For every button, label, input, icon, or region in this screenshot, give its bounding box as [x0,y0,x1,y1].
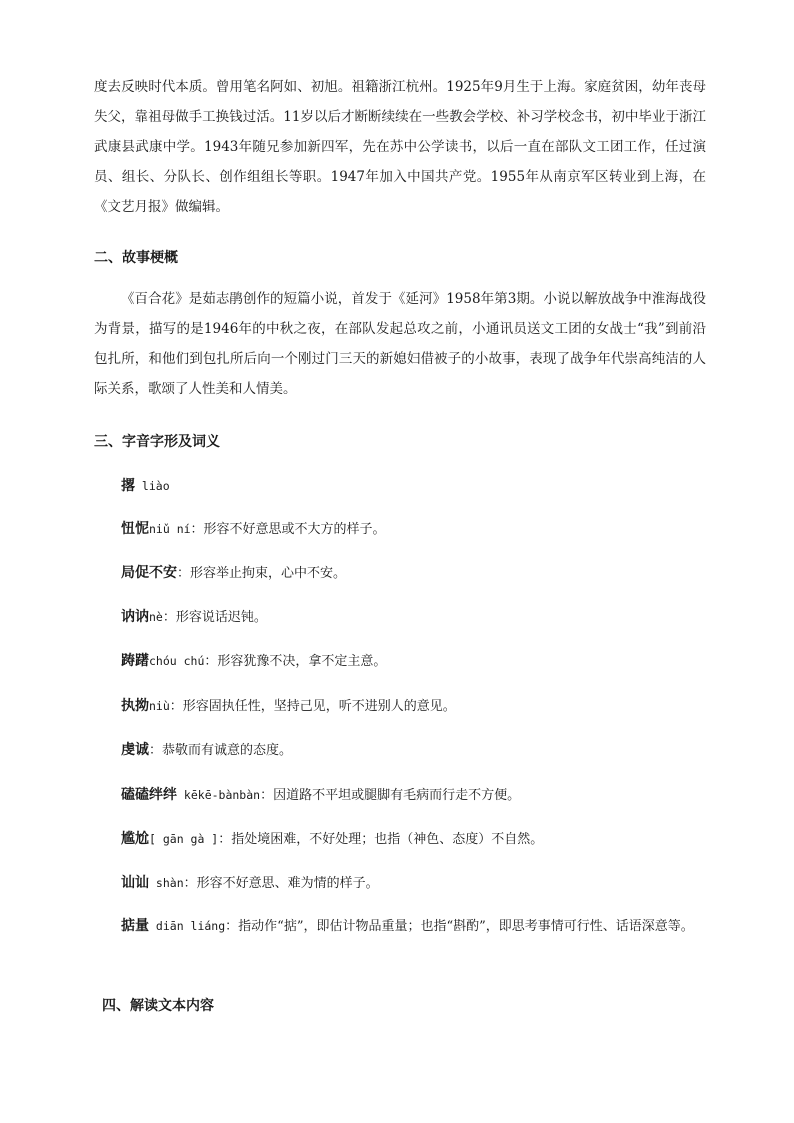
vocab-item-chouchu [121,651,706,672]
vocab-pinyin: kēkē-bànbàn [177,788,261,802]
vocab-word: 执拗 [121,698,149,714]
vocab-item-dianliang [94,910,706,943]
vocab-word: 局促不安 [121,565,177,581]
vocab-definition: ：形容犹豫不决，拿不定主意。 [204,654,387,669]
vocab-item-shanshan [121,873,706,894]
vocab-item-liao [121,476,706,497]
section-heading-text-analysis: 四、解读文本内容 [102,998,214,1014]
vocab-definition: ：形容举止拘束，心中不安。 [177,566,347,581]
vocab-word: 踌躇 [121,653,149,669]
vocab-definition: ：形容固执任性，坚持己见，听不进别人的意见。 [169,699,456,714]
vocab-item-jucu [121,563,706,584]
vocab-pinyin: chóu chú [149,654,205,668]
vocab-item-nene [121,607,706,628]
vocab-word: 撂 [121,478,135,494]
vocab-word: 尴尬 [121,831,149,847]
vocab-word: 虔诚 [121,742,149,758]
vocab-pinyin: niǔ ní [149,522,191,536]
vocab-word: 磕磕绊绊 [121,787,177,803]
vocab-pinyin: nè [149,610,163,624]
vocab-definition: ：形容不好意思或不大方的样子。 [190,522,386,537]
vocab-definition: ：形容不好意思、难为情的样子。 [183,876,379,891]
vocab-definition: ：指处境困难，不好处理；也指（神色、态度）不自然。 [218,832,544,847]
vocab-pinyin: liào [135,479,170,493]
story-summary-paragraph: 《百合花》是茹志鹃创作的短篇小说，首发于《延河》1958年第3期。小说以解放战争中淮海战役为背景，描写的是1946年的中秋之夜，在部队发起总攻之前，小通讯员送文工团的女战士“我”到前沿包扎所，和他们到包扎所后向一个刚过门三天的新媳妇借被子的小故事，表现了战争年代崇高纯洁的人际关系，歌颂了人性美和人情美。 [94,291,706,397]
vocab-definition: ：恭敬而有诚意的态度。 [149,743,293,758]
vocab-word: 讪讪 [121,875,149,891]
vocab-item-qiancheng [121,740,706,761]
vocab-word: 掂量 [121,918,149,934]
vocab-item-ganga [121,829,706,850]
vocab-definition: ：指动作“掂”，即估计物品重量；也指“斟酌”，即思考事情可行性、话语深意等。 [225,919,694,934]
section-heading-vocabulary: 三、字音字形及词义 [94,434,220,450]
vocab-pinyin: shàn [149,876,184,890]
vocab-item-zhiniu [121,696,706,717]
vocab-definition: ：形容说话迟钝。 [162,610,267,625]
vocab-pinyin: diān liáng [149,919,226,933]
intro-paragraph: 度去反映时代本质。曾用笔名阿如、初旭。祖籍浙江杭州。1925年9月生于上海。家庭贫困，幼年丧母失父，靠祖母做手工换钱过活。11岁以后才断断续续在一些教会学校、补习学校念书，初中毕业于浙江武康县武康中学。1943年随兄参加新四军，先在苏中公学读书，以后一直在部队文工团工作，任过演员、组长、分队长、创作组组长等职。1947年加入中国共产党。1955年从南京军区转业到上海，在《文艺月报》做编辑。 [94,79,706,215]
vocab-item-niuni [121,519,706,540]
vocab-pinyin: [ gān gà ] [149,832,219,846]
vocab-word: 讷讷 [121,609,149,625]
vocab-item-keke-banban [121,785,706,806]
section-heading-story-summary: 二、故事梗概 [94,250,178,266]
vocab-definition: ：因道路不平坦或腿脚有毛病而行走不方便。 [260,788,521,803]
vocab-pinyin: niù [149,699,170,713]
vocab-word: 忸怩 [121,521,149,537]
